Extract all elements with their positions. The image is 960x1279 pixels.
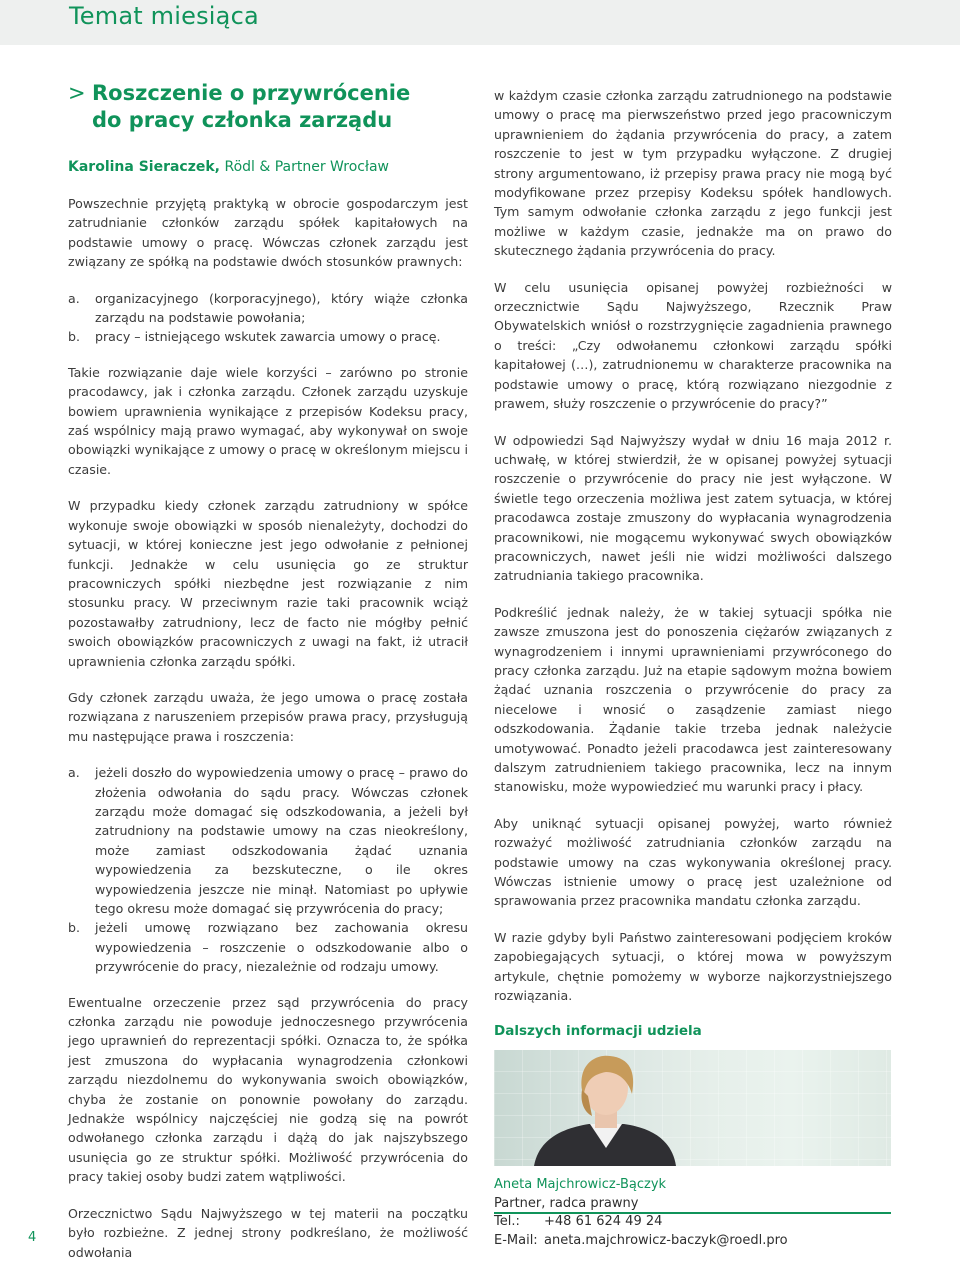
left-column [68,80,468,1279]
author-name: Karolina Sieraczek, [68,159,221,175]
article-title-line2: do pracy członka zarządu [92,108,393,132]
email-label: E-Mail: [494,1232,538,1248]
list-item [68,289,468,328]
claims-list [68,763,468,976]
paragraph: Podkreślić jednak należy, że w takiej sytuacji spółka nie zawsze zmuszona jest do ponoszenia ciężarów związanych z wynagrodzeniem i innymi uprawnieniami przywróconego do pracy członka zarządu. Już na etapie sądowym można bowiem żądać uznania roszczenia o przywrócenie do pracy za niecelowe i wnosić o zasądzenie zamiast niego odszkodowania. Żądanie takie trzeba jednak należycie umotywować. Ponadto jeżeli pracodawca jest zainteresowany dalszym zatrudnieniem takiego pracownika, lecz na innym stanowisku, może wypowiedzieć mu warunki pracy i płacy. [494,604,892,795]
article-title [68,80,468,134]
list-item [68,763,468,918]
article-title-line1: Roszczenie o przywrócenie [92,81,411,105]
contact-photo [494,1050,891,1166]
contact-phone [494,1213,892,1232]
list-item-text: pracy – istniejącego wskutek zawarcia umowy o pracę. [95,329,441,345]
author-line [68,158,468,176]
author-firm: Rödl & Partner Wrocław [220,159,389,175]
list-item-text: jeżeli umowę rozwiązano bez zachowania okresu wypowiedzenia – roszczenie o odszkodowanie albo o przywrócenie do pracy, niezależnie od rodzaju umowy. [95,920,468,975]
phone-label: Tel.: [494,1214,520,1230]
paragraph: Takie rozwiązanie daje wiele korzyści – zarówno po stronie pracodawcy, jak i członka zarządu. Członek zarządu uzyskuje bowiem uprawnienia wynikające z przepisów Kodeksu pracy, zaś wspólnicy mają prawo wymagać, aby wykonywał on swoje obowiązki wynikające z umowy o pracę w określonym miejscu i czasie. [68,364,468,477]
paragraph: W przypadku kiedy członek zarządu zatrudniony w spółce wykonuje swoje obowiązki w sposób nienależyty, dochodzi do sytuacji, w której konieczne jest jego odwołanie z pełnionej funkcji. Jednakże w celu usunięcia go ze struktur pracowniczych spółki niezbędne jest rozwiązanie z nim stosunku pracy. W przeciwnym razie taki pracownik wciąż pozostawałby zatrudniony, lecz de facto nie mógłby pełnić swoich obowiązków pracowniczych z uwagi na fakt, iż utracił uprawnienia członka zarządu spółki. [68,498,468,669]
list-item-text: jeżeli doszło do wypowiedzenia umowy o pracę – prawo do złożenia odwołania do sądu pracy. Wówczas członek zarządu może domagać się odszkodowania, a jeżeli był zatrudniony na podstawie umowy na czas nieokreślony, może zamiast odszkodowania żądać uznania wypowiedzenia za bezskuteczne, o ile okres wypowiedzenia jeszcze nie minął. Natomiast po upływie tego okresu może domagać się przywrócenia do pracy; [95,765,468,916]
list-item [68,327,468,346]
list-marker: a. [68,290,80,306]
list-marker: a. [68,765,80,781]
paragraph: Gdy członek zarządu uważa, że jego umowa o pracę została rozwiązana z naruszeniem przepisów prawa pracy, przysługują mu następujące prawa i roszczenia: [68,689,468,744]
contact-name: Aneta Majchrowicz-Bączyk [494,1177,667,1193]
relationship-list [68,289,468,347]
paragraph: Powszechnie przyjętą praktyką w obrocie gospodarczym jest zatrudnianie członków zarządu spółek kapitałowych na podstawie umowy o pracę. Wówczas członek zarządu jest związany ze spółką na podstawie dwóch stosunków prawnych: [68,196,468,270]
paragraph: W razie gdyby byli Państwo zainteresowani podjęciem kroków zapobiegających sytuacji, o której mowa w powyższym artykule, chętnie pomożemy w wyborze najkorzystniejszego rozwiązania. [494,929,892,1004]
paragraph: Orzecznictwo Sądu Najwyższego w tej materii na początku było rozbieżne. Z jednej strony podkreślano, że możliwość odwołania [68,1205,468,1260]
page-number: 4 [28,1230,37,1245]
list-item [68,918,468,976]
email-value[interactable]: aneta.majchrowicz-baczyk@roedl.pro [544,1232,788,1248]
paragraph: Ewentualne orzeczenie przez sąd przywrócenia do pracy członka zarządu nie powoduje jednoczesnego przywrócenia jego uprawnień do reprezentacji spółki. Oznacza to, że spółka jest zmuszona do wypłacania wynagrodzenia członkowi zarządu niezdolnemu do wykonywania swoich obowiązków, chyba że zostanie on ponownie powołany do zarządu. Jednakże wspólnicy najczęściej nie godzą się na powrót odwołanego członka zarządu i dążą do jak najszybszego usunięcia go ze struktur spółki. Możliwość przywrócenia do pracy takiej osoby budzi zatem wątpliwości. [68,994,468,1185]
header-bar [0,0,960,45]
contact-divider [494,1212,891,1214]
paragraph: W celu usunięcia opisanej powyżej rozbieżności w orzecznictwie Sądu Najwyższego, Rzecznik Praw Obywatelskich wniósł o rozstrzygnięcie zagadnienia prawnego o treści: „Czy odwołanemu członkowi zarządu spółki kapitałowej (…), zatrudnionemu w charakterze pracownika na podstawie umowy o pracę, którą rozwiązano niezgodnie z prawem, służy roszczenie o przywrócenie do pracy?” [494,279,892,412]
contact-role: Partner, radca prawny [494,1195,639,1211]
section-title: Temat miesiąca [69,2,259,30]
paragraph: W odpowiedzi Sąd Najwyższy wydał w dniu 16 maja 2012 r. uchwałę, w której stwierdził, że w opisanej powyżej sytuacji roszczenie o przywrócenie do pracy nie jest wyłączone. W świetle tego orzeczenia możliwa jest zatem sytuacja, w której pracodawca zostaje zmuszony do wypłacania wynagrodzenia pracownikowi, nie mogącemu wykonywać swych obowiązków pracowniczych, nawet jeśli nie widzi możliwości dalszego zatrudniania takiego pracownika. [494,432,892,584]
paragraph: Aby uniknąć sytuacji opisanej powyżej, warto również rozważyć możliwość zatrudniania członków zarządu na podstawie umowy na czas wykonywania określonej pracy. Wówczas istnienie umowy o pracę jest uzależnione od sprawowania przez pracownika mandatu członka zarządu. [494,815,892,909]
contact-email [494,1232,892,1251]
paragraph: w każdym czasie członka zarządu zatrudnionego na podstawie umowy o pracę ma pierwszeństwo przed jego pracowniczym uprawnieniem do żądania przywrócenia do pracy, a zatem roszczenie to jest w tym przypadku wyłączone. Z drugiej strony argumentowano, iż przepisy prawa pracy nie mogą być modyfikowane przez przepisy Kodeksu spółek handlowych. Tym samym odwołanie członka zarządu z jego funkcji jest możliwe w każdym czasie, jednakże ma on prawo do skutecznego żądania przywrócenia do pracy. [494,88,892,259]
right-column [494,86,892,1250]
portrait-illustration [494,1050,891,1166]
contact-heading: Dalszych informacji udziela [494,1023,702,1040]
list-marker: b. [68,329,80,345]
list-item-text: organizacyjnego (korporacyjnego), który wiąże członka zarządu na podstawie powołania; [95,290,468,326]
phone-value[interactable]: +48 61 624 49 24 [544,1214,663,1230]
list-marker: b. [68,920,80,936]
title-arrow-icon: > [68,81,86,105]
